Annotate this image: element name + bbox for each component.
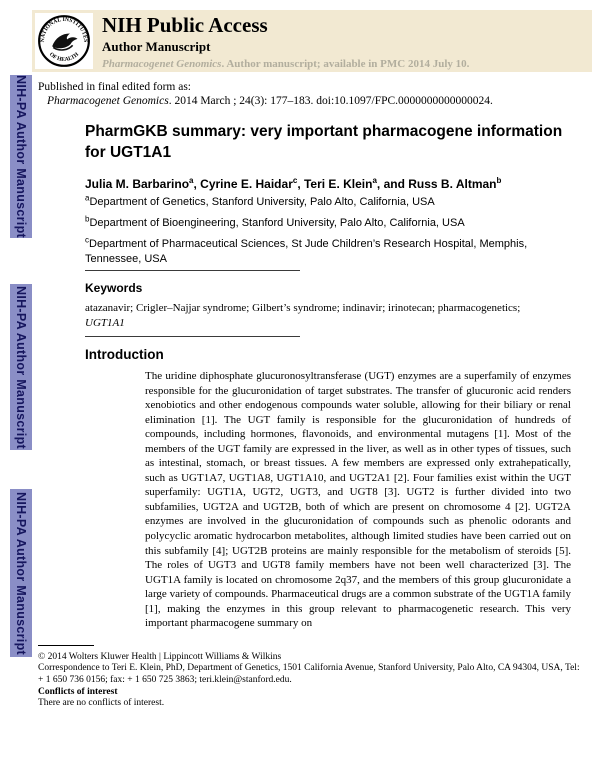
affiliation-text: Department of Genetics, Stanford University, Palo Alto, California, USA [89, 196, 435, 208]
nihpa-watermark-text: NIH-PA Author Manuscript [14, 285, 28, 449]
author-separator: , and [376, 177, 409, 191]
introduction-heading: Introduction [85, 347, 164, 362]
author-affiliation-marker: a [372, 176, 377, 185]
author-affiliation-marker: a [189, 176, 194, 185]
affiliation-marker: a [85, 193, 90, 203]
author-manuscript-subtitle: Author Manuscript [102, 39, 211, 54]
keywords-heading: Keywords [85, 281, 143, 295]
author-affiliation-marker: b [496, 176, 502, 185]
affiliation-text: Department of Bioengineering, Stanford University, Palo Alto, California, USA [89, 217, 465, 229]
author-separator: , [297, 177, 304, 191]
keywords-bottom-rule [85, 336, 300, 337]
nih-logo-text-top: NATIONAL INSTITUTES [39, 16, 88, 43]
copyright-line: © 2014 Wolters Kluwer Health | Lippincott Williams & Wilkins [38, 652, 282, 662]
nih-logo-icon [37, 14, 91, 68]
author-list [85, 177, 585, 191]
nih-logo [35, 13, 93, 69]
citation-journal-name: Pharmacogenet Genomics [47, 95, 169, 107]
keywords-gene-italic: UGT1A1 [85, 317, 125, 330]
affiliation-marker: b [85, 214, 90, 224]
conflicts-heading: Conflicts of interest [38, 687, 118, 697]
footnote-rule [38, 645, 94, 646]
nih-public-access-title: NIH Public Access [102, 13, 268, 37]
article-title: PharmGKB summary: very important pharmacogene information for UGT1A1 [85, 123, 563, 161]
affiliation-text: Department of Pharmaceutical Sciences, St Jude Children’s Research Hospital, Memphis, Tennessee, USA [85, 238, 528, 265]
author-name: Julia M. Barbarino [85, 177, 190, 191]
nihpa-watermark-text: NIH-PA Author Manuscript [14, 491, 28, 655]
correspondence-note: Correspondence to Teri E. Klein, PhD, Department of Genetics, 1501 California Avenue, Stanford University, Palo Alto, CA 94304, USA, Tel: + 1 650 736 0156; fax: + 1 650 725 3863; teri.klein@stanford.edu. [38, 663, 580, 685]
affiliation [85, 237, 565, 267]
published-as-label: Published in final edited form as: [38, 81, 191, 93]
affiliation [85, 216, 565, 231]
affiliation-marker: c [85, 235, 89, 245]
header-text-block [102, 13, 588, 70]
author-name: Russ B. Altman [408, 177, 497, 191]
author-affiliation-marker: c [292, 176, 298, 185]
nihpa-watermark-bar [10, 75, 32, 238]
nih-header-banner [32, 10, 592, 72]
nihpa-watermark-bar [10, 489, 32, 657]
conflicts-text: There are no conflicts of interest. [38, 698, 165, 708]
citation-details: . 2014 March ; 24(3): 177–183. doi:10.1097/FPC.0000000000000024. [168, 95, 493, 107]
introduction-paragraph: The uridine diphosphate glucuronosyltransferase (UGT) enzymes are a superfamily of enzymes responsible for the glucuronidation of target substrates. The transfer of glucuronic acid renders xenobiotics and other endogenous compounds water soluble, allowing for their biliary or renal elimination [1]. The UGT family is responsible for the glucuronidation of hundreds of compounds, including hormones, flavonoids, and environmental mutagens [1]. Most of the members of the UGT family are expressed in the liver, as well as in other types of tissues, such as intestinal, stomach, or breast tissues. A few members are expressed only extrahepatically, such as UGT1A7, UGT1A8, UGT1A10, and UGT2A1 [2]. Four families exist within the UGT superfamily: UGT1A, UGT2, UGT3, and UGT8 [3]. UGT2 is further divided into two subfamilies, UGT2A and UGT2B, both of which are present on chromosome 4 [2]. UGT2A enzymes are involved in the glucuronidation of compounds such as phenolic odorants and polycyclic aromatic hydrocarbon metabolites, although limited studies have been carried out on this subfamily [4]; UGT2B proteins are mainly responsible for the metabolism of steroids [5]. The roles of UGT3 and UGT8 family members have not been well characterized [3]. The UGT1A family is located on chromosome 2q37, and the members of this group glucuronidate a large variety of compounds. Pharmaceutical drugs are a common substrate of the UGT1A family [1], making the enzymes in this group relevant to pharmacogenetic research. This very important pharmacogene summary on [145, 370, 571, 630]
author-name: Cyrine E. Haidar [200, 177, 293, 191]
affiliation [85, 195, 565, 210]
keywords-list [85, 301, 555, 332]
nihpa-watermark-bar [10, 284, 32, 450]
watermark-journal-name: Pharmacogenet Genomics [102, 58, 222, 70]
author-separator: , [193, 177, 201, 191]
keywords-terms: atazanavir; Crigler–Najjar syndrome; Gilbert’s syndrome; indinavir; irinotecan; pharmacogenetics; [85, 302, 521, 314]
nih-logo-text-bottom: OF HEALTH [47, 51, 81, 64]
header-citation-watermark [102, 58, 588, 70]
author-name: Teri E. Klein [303, 177, 373, 191]
watermark-citation-rest: . Author manuscript; available in PMC 2014 July 10. [221, 58, 470, 70]
journal-citation [47, 95, 493, 107]
nihpa-watermark-text: NIH-PA Author Manuscript [14, 75, 28, 238]
keywords-top-rule [85, 270, 300, 271]
